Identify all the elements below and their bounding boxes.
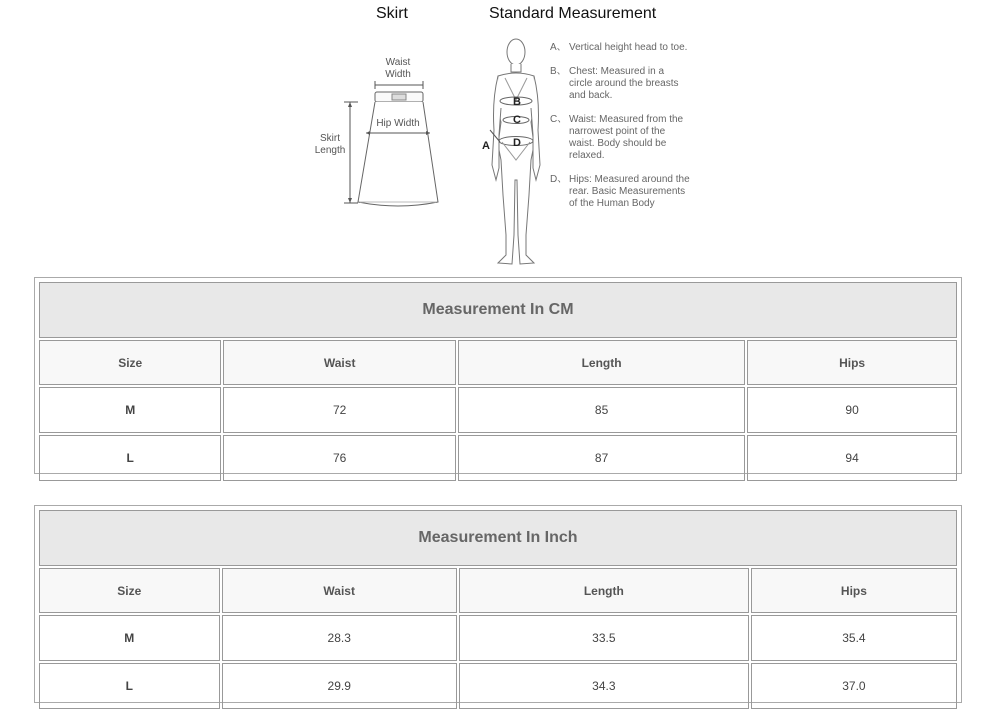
table-row (39, 435, 957, 481)
column-header-hips: Hips (751, 568, 957, 613)
mark-b: B (513, 96, 521, 108)
legend-key: C、 (550, 114, 568, 125)
size-cell: M (39, 387, 221, 433)
column-header-hips: Hips (747, 340, 957, 385)
waist-cell: 29.9 (222, 663, 457, 709)
legend-text: Chest: Measured in a circle around the breasts and back. (569, 66, 679, 101)
column-header-waist: Waist (222, 568, 457, 613)
hips-cell: 94 (747, 435, 957, 481)
hips-cell: 37.0 (751, 663, 957, 709)
length-cell: 85 (458, 387, 745, 433)
table-row (39, 615, 957, 661)
measurement-legend (550, 42, 690, 222)
legend-item (550, 66, 690, 102)
column-header-size: Size (39, 340, 221, 385)
legend-item (550, 174, 690, 210)
hip-width-label: Hip Width (376, 118, 420, 129)
length-cell: 87 (458, 435, 745, 481)
table-row (39, 387, 957, 433)
mark-d: D (513, 137, 521, 149)
size-cell: M (39, 615, 220, 661)
column-header-length: Length (459, 568, 749, 613)
hips-cell: 35.4 (751, 615, 957, 661)
legend-item (550, 42, 690, 54)
table-caption: Measurement In Inch (39, 510, 957, 566)
column-header-waist: Waist (223, 340, 456, 385)
inch-measurement-table (34, 505, 962, 703)
legend-key: B、 (550, 66, 567, 77)
skirt-title: Skirt (376, 5, 408, 22)
legend-key: D、 (550, 174, 568, 185)
legend-key: A、 (550, 42, 567, 53)
legend-item (550, 114, 690, 162)
table-caption: Measurement In CM (39, 282, 957, 338)
length-cell: 33.5 (459, 615, 749, 661)
hips-cell: 90 (747, 387, 957, 433)
length-cell: 34.3 (459, 663, 749, 709)
body-figure (490, 39, 540, 264)
size-cell: L (39, 435, 221, 481)
waist-cell: 76 (223, 435, 456, 481)
legend-text: Hips: Measured around the rear. Basic Measurements of the Human Body (569, 174, 690, 209)
standard-measurement-title: Standard Measurement (489, 5, 657, 22)
skirt-illustration (344, 81, 438, 206)
skirt-length-label: Skirt Length (314, 133, 346, 156)
mark-c: C (513, 114, 521, 126)
legend-text: Waist: Measured from the narrowest point of the waist. Body should be relaxed. (569, 114, 684, 161)
waist-cell: 28.3 (222, 615, 457, 661)
table-row (39, 663, 957, 709)
cm-measurement-table (34, 277, 962, 474)
column-header-length: Length (458, 340, 745, 385)
column-header-size: Size (39, 568, 220, 613)
waist-cell: 72 (223, 387, 456, 433)
mark-a: A (482, 140, 490, 152)
size-cell: L (39, 663, 220, 709)
waist-width-label: Waist Width (385, 57, 411, 80)
legend-text: Vertical height head to toe. (569, 42, 688, 53)
